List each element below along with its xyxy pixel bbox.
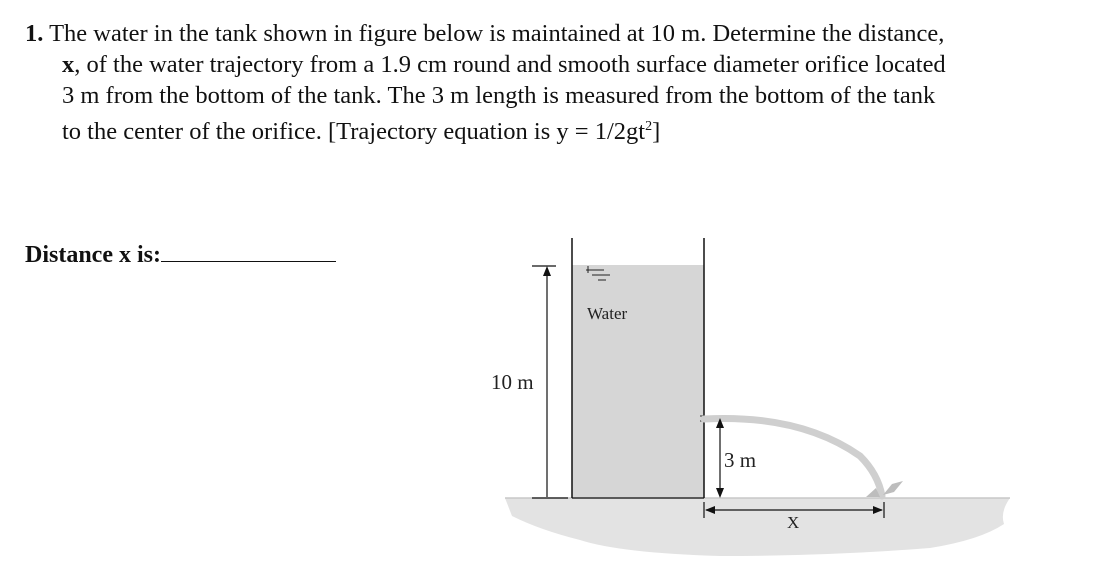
problem-text-line-1: The water in the tank shown in figure below is maintained at 10 m. Determine the distance, (49, 20, 945, 47)
water-body (572, 265, 704, 498)
problem-text-line-3: 3 m from the bottom of the tank. The 3 m length is measured from the bottom of the tank (62, 82, 936, 109)
height-arrow-top (543, 266, 551, 276)
question-number: 1. (25, 20, 44, 47)
closing-bracket: ] (652, 118, 661, 146)
problem-text-line-4: to the center of the orifice. [Trajectory equation is y (62, 118, 569, 146)
variable-x: x (62, 51, 75, 78)
trajectory-equation: = 1/2gt (568, 118, 646, 146)
orifice-arrow-bottom (716, 488, 724, 498)
problem-text-line-2: , of the water trajectory from a 1.9 cm round and smooth surface diameter orifice located (74, 51, 946, 78)
height-label: 10 m (491, 370, 534, 394)
height-dimension (532, 266, 568, 498)
orifice-height-label: 3 m (724, 448, 757, 472)
exponent: 2 (645, 119, 653, 134)
water-label: Water (587, 304, 628, 323)
distance-label: X (787, 513, 800, 532)
answer-label: Distance x is: (25, 242, 161, 268)
ground (505, 498, 1010, 556)
